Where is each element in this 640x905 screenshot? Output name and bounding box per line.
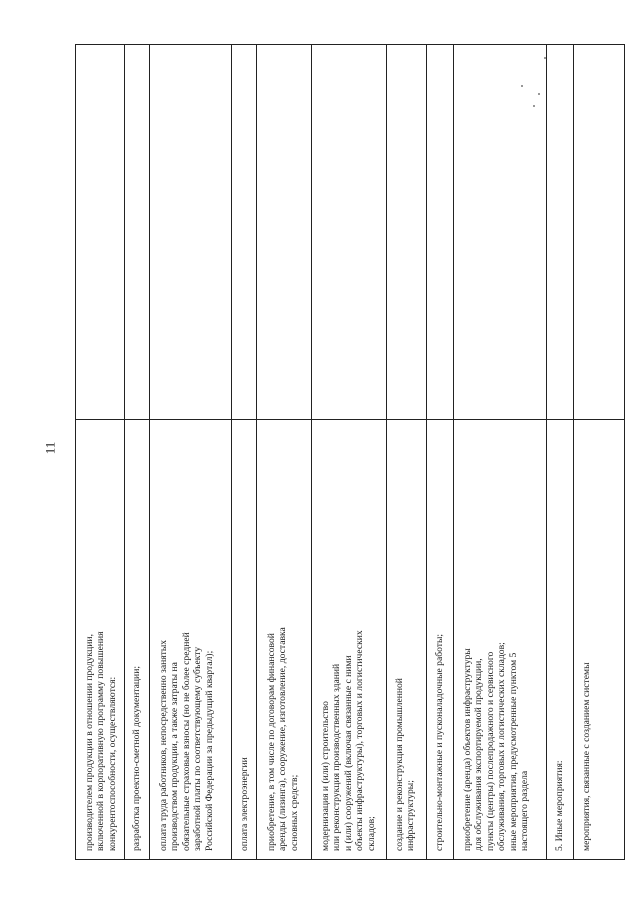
page-number: 11 — [42, 441, 58, 455]
row-text: оплата труда работников, непосредственно занятых производством продукции, а также затраты на обязательные страховые взносы (но не более средней заработной платы по соответствующему субъекту Российской Федерации за предыдущий квартал); — [158, 632, 215, 851]
table-row — [581, 429, 640, 851]
row-text: приобретение, в том числе по договорам финансовой аренды (лизинга), сооружение, изготовление, доставка основных средств; — [266, 627, 300, 851]
scan-artifact — [521, 85, 523, 87]
row-text: строительно-монтажные и пусконаладочные работы; — [434, 633, 445, 851]
row-text: модернизация и (или) строительство или реконструкция производственных зданий и (или) сооружений (включая связанные с ними объекты инфраструктуры), торговых и логистических складов; — [320, 630, 377, 851]
row-text: приобретение (аренда) объектов инфраструктуры для обслуживания экспортируемой продукции, пункты (центры) послепродажного и сервисного обслуживания, торговых и логистических складов; иные мероприятия, предусмотренные пунктом 5 настоящего раздела — [462, 642, 531, 851]
row-text: 5. Иные мероприятия: — [554, 760, 565, 851]
row-text: мероприятия, связанные с созданием системы — [581, 662, 592, 851]
row-text: оплата электроэнергии — [239, 757, 250, 851]
row-text: производителем продукции в отношении продукции, включенной в корпоративную программу повышения конкурентоспособности, осуществляются: — [84, 631, 118, 851]
row-text: создание и реконструкция промышленной инфраструктуры; — [394, 678, 417, 851]
scan-artifact — [533, 105, 535, 107]
scan-artifact — [538, 93, 540, 95]
column-divider — [76, 419, 624, 420]
row-text: разработка проектно-сметной документации; — [131, 666, 142, 851]
scan-artifact — [544, 57, 546, 59]
activities-table — [75, 44, 625, 860]
